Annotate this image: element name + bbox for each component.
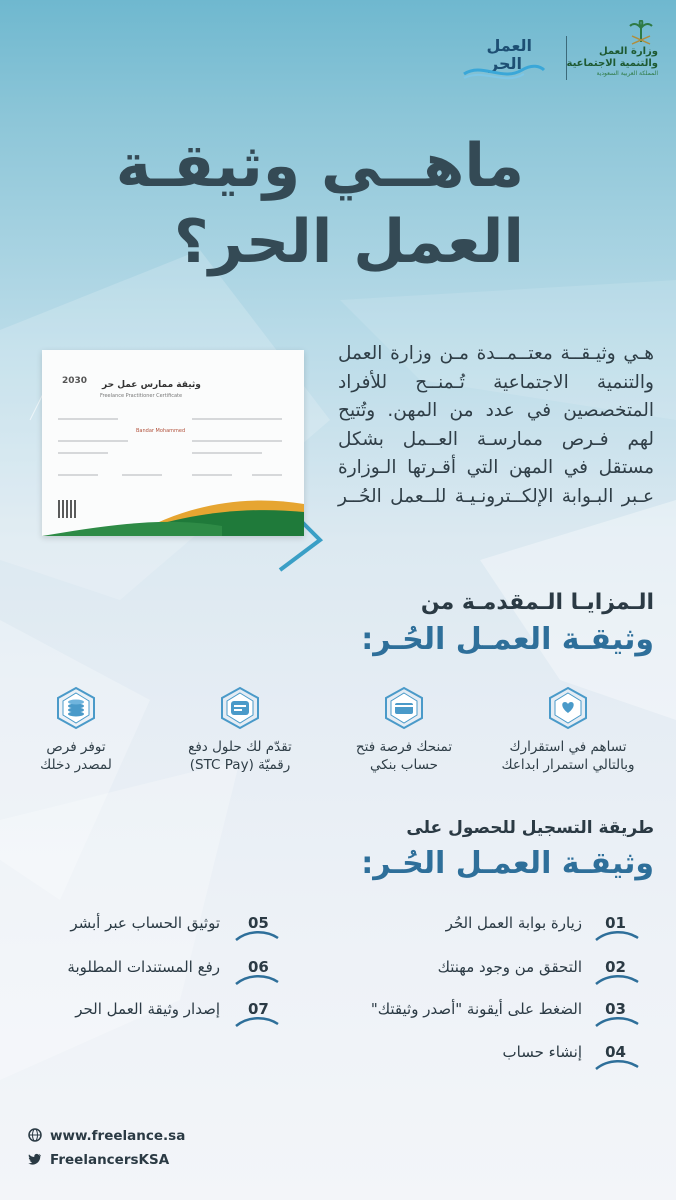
step-number: 06 — [248, 958, 269, 976]
website-link[interactable] — [28, 1128, 185, 1144]
step-number: 02 — [605, 958, 626, 976]
step-item — [20, 998, 290, 1028]
benefit-item — [324, 686, 484, 774]
swoosh-icon — [594, 1014, 640, 1028]
text-line — [192, 452, 262, 454]
freelance-logo-line2: الحر — [489, 54, 522, 73]
twitter-icon — [28, 1152, 42, 1166]
wave-icon — [462, 48, 546, 82]
freelance-logo-line1: العمل — [486, 36, 532, 55]
step-text: إنشاء حساب — [502, 1043, 582, 1061]
description-paragraph: هـي وثيـقــة معتــمــدة مـن وزارة العمل والتنمية الاجتماعية تُـمنــح للأفراد المتخصصين في عدد من المهن. وتُتيح لهم فـرص ممارسـة العــمل بشكل مستقل في المهن التي أقـرتها الـوزارة عـبر البـوابة الإلكــترونـيـة للــعمل الحُــر — [338, 343, 654, 507]
benefit-text-line1: تقدّم لك حلول دفع — [188, 739, 292, 755]
step-item — [376, 1041, 656, 1071]
benefit-text-line1: تمنحك فرصة فتح — [355, 739, 453, 755]
certificate-holder-name: Bandar Mohammed — [136, 428, 186, 434]
certificate-subtitle: Freelance Practitioner Certificate — [100, 393, 183, 399]
benefit-text-line2: رقميّة (STC Pay) — [189, 757, 291, 773]
text-line — [58, 452, 108, 454]
stc-pay-icon — [219, 686, 261, 730]
step-text: توثيق الحساب عبر أبشر — [70, 914, 220, 932]
benefit-text-line2: وبالتالي استمرار ابداعك — [501, 757, 635, 773]
benefit-text-line2: لمصدر دخلك — [40, 757, 112, 773]
step-number: 05 — [248, 914, 269, 932]
benefits-heading-big: وثيقـة العمـل الحُـر: — [361, 622, 654, 657]
page-title — [104, 128, 524, 280]
text-line — [122, 474, 162, 476]
benefit-text-line1: توفر فرص — [46, 739, 106, 755]
ministry-name-line3: المملكة العربية السعودية — [596, 70, 658, 77]
text-line — [58, 418, 118, 420]
steps-heading-big: وثيقـة العمـل الحُـر: — [361, 846, 654, 881]
certificate-band — [42, 486, 304, 536]
benefit-text-line2: حساب بنكي — [369, 757, 439, 773]
text-line — [192, 440, 282, 442]
benefits-heading-small: الـمزايـا الـمقدمـة من — [420, 590, 654, 615]
step-item — [316, 998, 656, 1028]
step-number: 01 — [605, 914, 626, 932]
coins-icon — [55, 686, 97, 730]
certificate-image — [42, 350, 304, 536]
twitter-text: FreelancersKSA — [50, 1152, 170, 1168]
website-text: www.freelance.sa — [50, 1128, 186, 1144]
page-title-line1: ماهــي وثيقـة — [115, 131, 524, 201]
step-item — [376, 912, 656, 942]
heart-hands-icon — [547, 686, 589, 730]
ministry-name-line2: والتنمية الاجتماعية — [566, 58, 658, 69]
header-logos — [462, 18, 658, 84]
step-number: 07 — [248, 1000, 269, 1018]
step-item — [20, 956, 290, 986]
text-line — [192, 418, 282, 420]
swoosh-icon — [234, 972, 280, 986]
ministry-name-line1: وزارة العمل — [599, 46, 658, 57]
step-text: الضغط على أيقونة "أصدر وثيقتك" — [370, 1000, 582, 1018]
certificate-title: وثيقة ممارس عمل حر — [102, 380, 201, 390]
ministry-logo — [566, 18, 658, 84]
swoosh-icon — [594, 972, 640, 986]
swoosh-icon — [594, 1057, 640, 1071]
text-line — [58, 440, 128, 442]
swoosh-icon — [594, 928, 640, 942]
swoosh-icon — [234, 928, 280, 942]
benefit-item — [160, 686, 320, 774]
benefit-item — [0, 686, 156, 774]
step-text: زيارة بوابة العمل الحُر — [445, 914, 582, 932]
palm-swords-icon — [628, 20, 654, 46]
step-item — [20, 912, 290, 942]
step-text: التحقق من وجود مهنتك — [437, 958, 582, 976]
vision-2030-logo: 2030 — [62, 376, 88, 386]
globe-icon — [28, 1128, 42, 1142]
freelance-logo — [462, 38, 552, 78]
twitter-link[interactable] — [28, 1152, 169, 1168]
benefit-item — [488, 686, 648, 774]
text-line — [192, 474, 232, 476]
step-text: رفع المستندات المطلوبة — [67, 958, 220, 976]
benefit-text-line1: تساهم في استقرارك — [509, 739, 627, 755]
step-number: 04 — [605, 1043, 626, 1061]
text-line — [252, 474, 282, 476]
steps-heading-small: طريقة التسجيل للحصول على — [406, 818, 654, 838]
swoosh-icon — [234, 1014, 280, 1028]
step-text: إصدار وثيقة العمل الحر — [75, 1000, 220, 1018]
step-number: 03 — [605, 1000, 626, 1018]
page-title-line2: العمل الحر؟ — [173, 207, 524, 277]
step-item — [376, 956, 656, 986]
text-line — [58, 474, 98, 476]
bank-card-icon — [383, 686, 425, 730]
